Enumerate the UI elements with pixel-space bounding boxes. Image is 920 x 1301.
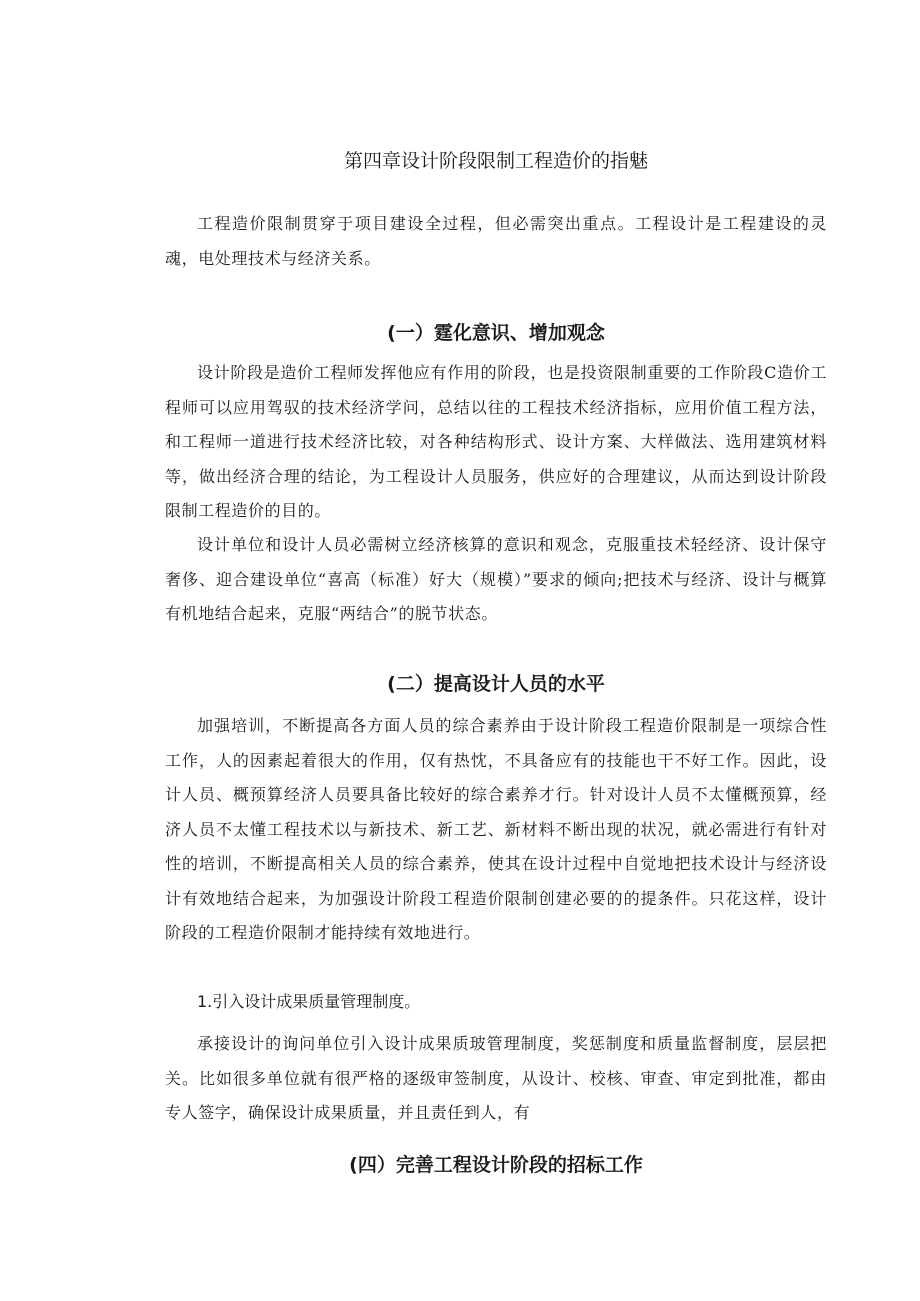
section1-paragraph-2: 设计单位和设计人员必需树立经济核算的意识和观念，克服重技术轻经济、设计保守奢侈、迎合建设单位“喜高（标准）好大（规模）”要求的倾向;把技术与经济、设计与概算有机地结合起来，克服“两结合”的脱节状态。 <box>165 535 827 623</box>
section-heading-2: (二）提高设计人员的水平 <box>387 673 605 695</box>
intro-paragraph: 工程造价限制贯穿于项目建设全过程，但必需突出重点。工程设计是工程建设的灵魂，电处理技术与经济关系。 <box>165 214 827 268</box>
section2-paragraph-1: 加强培训，不断提高各方面人员的综合素养由于设计阶段工程造价限制是一项综合性工作，人的因素起着很大的作用，仅有热忱，不具备应有的技能也干不好工作。因此，设计人员、概预算经济人员要具备比较好的综合素养才行。针对设计人员不太懂概预算，经济人员不太懂工程技术以与新技术、新工艺、新材料不断出现的状况，就必需进行有针对性的培训，不断提高相关人员的综合素养，使其在设计过程中自觉地把技术设计与经济设计有效地结合起来，为加强设计阶段工程造价限制创建必要的的提条件。只花这样，设计阶段的工程造价限制才能持续有效地进行。 <box>165 716 827 942</box>
chapter-title: 第四章设计阶段限制工程造价的指魅 <box>343 150 648 172</box>
section-heading-1: (一）霆化意识、增加观念 <box>387 322 605 344</box>
section-heading-4: (四）完善工程设计阶段的招标工作 <box>349 1154 643 1176</box>
section2-paragraph-2: 承接设计的询问单位引入设计成果质玻管理制度，奖惩制度和质量监督制度，层层把关。比如很多单位就有很严格的逐级审签制度，从设计、校核、审查、审定到批准，都由专人签字，确保设计成果质量，并且责任到人，有 <box>165 1034 827 1122</box>
section1-paragraph-1: 设计阶段是造价工程师发挥他应有作用的阶段，也是投资限制重要的工作阶段C造价工程师可以应用驾驭的技术经济学问，总结以往的工程技术经济指标，应用价值工程方法，和工程师一道进行技术经济比较，对各种结构形式、设计方案、大样做法、选用建筑材料等，做出经济合理的结论，为工程设计人员服务，供应好的合理建议，从而达到设计阶段限制工程造价的目的。 <box>165 363 827 520</box>
list-item-1: 1.引入设计成果质量管理制度。 <box>197 992 421 1011</box>
